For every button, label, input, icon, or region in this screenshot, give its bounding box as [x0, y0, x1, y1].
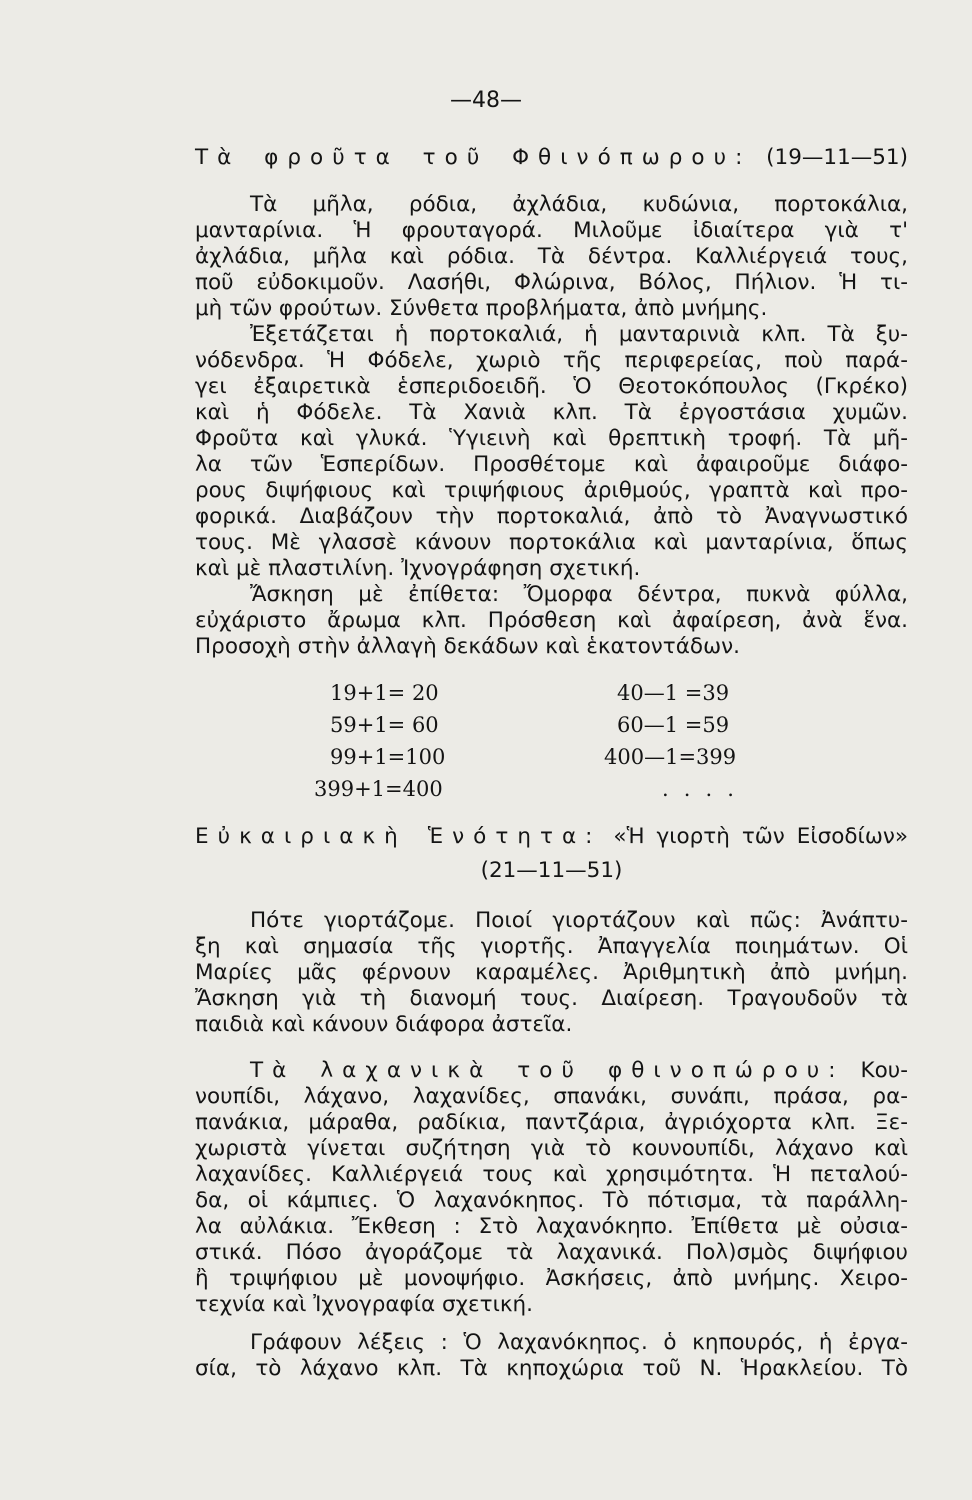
- text-line: τεχνία καὶ Ἰχνογραφία σχετική.: [195, 1292, 534, 1317]
- text-line: καὶ μὲ πλαστιλίνη. Ἰχνογράφηση σχετική.: [195, 556, 641, 581]
- section-title-vegetables-rest: Κου-: [860, 1058, 908, 1083]
- section-title-vegetables-spaced: Τὰ λαχανικὰ τοῦ φθινοπώρου:: [250, 1058, 845, 1083]
- text-line: λαχανίδες. Καλλιέργειά τους καὶ χρησιμότητα. Ἡ πεταλού-: [195, 1162, 908, 1187]
- text-line: σία, τὸ λάχανο κλπ. Τὰ κηποχώρια τοῦ Ν. Ἡρακλείου. Τὸ: [195, 1356, 908, 1381]
- text-line: παιδιὰ καὶ κάνουν διάφορα ἀστεῖα.: [195, 1012, 573, 1037]
- text-line: Προσοχὴ στὴν ἀλλαγὴ δεκάδων καὶ ἑκατοντάδων.: [195, 634, 740, 659]
- text-line: νουπίδι, λάχανο, λαχανίδες, σπανάκι, συνάπι, πράσα, ρα-: [195, 1084, 908, 1109]
- text-line: εὐχάριστο ἄρωμα κλπ. Πρόσθεση καὶ ἀφαίρεση, ἀνὰ ἕνα.: [195, 608, 908, 633]
- text-line: Τὰ μῆλα, ρόδια, ἀχλάδια, κυδώνια, πορτοκάλια,: [250, 192, 908, 217]
- text-line: φορικά. Διαβάζουν τὴν πορτοκαλιά, ἀπὸ τὸ Ἀναγνωστικό: [195, 504, 908, 529]
- text-line: τους. Μὲ γλασσὲ κάνουν πορτοκάλια καὶ μανταρίνια, ὅπως: [195, 530, 908, 555]
- difference-right: 60—1 =59: [617, 713, 730, 737]
- section-title-vegetables: [250, 1058, 908, 1084]
- text-line: στικά. Πόσο ἀγοράζομε τὰ λαχανικά. Πολ)σμὸς διψήφιου: [195, 1240, 908, 1265]
- text-line: πανάκια, μάραθα, ραδίκια, παντζάρια, ἀγριόχορτα κλπ. Ξε-: [195, 1110, 908, 1135]
- text-line: νόδενδρα. Ἡ Φόδελε, χωριὸ τῆς περιφερείας, ποὺ παρά-: [195, 348, 908, 373]
- text-line: λα τῶν Ἑσπερίδων. Προσθέτομε καὶ ἀφαιροῦμε διάφο-: [195, 452, 908, 477]
- text-line: Φροῦτα καὶ γλυκά. Ὑγιεινὴ καὶ θρεπτικὴ τροφή. Τὰ μῆ-: [195, 426, 908, 451]
- text-line: Ἄσκηση μὲ ἐπίθετα: Ὄμορφα δέντρα, πυκνὰ φύλλα,: [250, 582, 908, 607]
- text-line: Ἄσκηση γιὰ τὴ διανομή τους. Διαίρεση. Τραγουδοῦν τὰ: [195, 986, 908, 1011]
- section-title-feast: [195, 824, 908, 850]
- difference-right: 40—1 =39: [617, 681, 730, 705]
- text-line: χωριστὰ γίνεται συζήτηση γιὰ τὸ κουνουπίδι, λάχανο καὶ: [195, 1136, 908, 1161]
- sum-left: 399+1=400: [314, 777, 443, 801]
- section-date: (19—11—51): [766, 145, 908, 170]
- text-line: ἢ τριψήφιου μὲ μονοψήφιο. Ἀσκήσεις, ἀπὸ μνήμης. Χειρο-: [195, 1266, 908, 1291]
- text-line: ξη καὶ σημασία τῆς γιορτῆς. Ἀπαγγελία ποιημάτων. Οἱ: [195, 934, 908, 959]
- text-line: μανταρίνια. Ἡ φρουταγορά. Μιλοῦμε ἰδιαίτερα γιὰ τ': [195, 218, 908, 243]
- text-line: γει ἐξαιρετικὰ ἑσπεριδοειδῆ. Ὁ Θεοτοκόπουλος (Γκρέκο): [195, 374, 908, 399]
- section-date: (21—11—51): [480, 858, 623, 883]
- text-line: Γράφουν λέξεις : Ὁ λαχανόκηπος. ὁ κηπουρός, ἡ ἐργα-: [250, 1330, 908, 1355]
- ellipsis: . . . .: [662, 777, 739, 801]
- text-line: Πότε γιορτάζομε. Ποιοί γιορτάζουν καὶ πῶς: Ἀνάπτυ-: [250, 908, 908, 933]
- sum-left: 19+1= 20: [330, 681, 439, 705]
- text-line: ρους διψήφιους καὶ τριψήφιους ἀριθμούς, γραπτὰ καὶ προ-: [195, 478, 908, 503]
- section-title-feast-rest: «Ἡ γιορτὴ τῶν Εἰσοδίων»: [613, 824, 908, 849]
- section-title-fruits: [195, 145, 908, 171]
- text-line: λα αὐλάκια. Ἔκθεση : Στὸ λαχανόκηπο. Ἐπίθετα μὲ οὐσια-: [195, 1214, 908, 1239]
- page-number: —48—: [450, 88, 522, 113]
- section-title-feast-spaced: Εὐκαιριακὴ Ἑνότητα:: [195, 824, 602, 849]
- text-line: καὶ ἡ Φόδελε. Τὰ Χανιὰ κλπ. Τὰ ἐργοστάσια χυμῶν.: [195, 400, 908, 425]
- difference-right: 400—1=399: [604, 745, 737, 769]
- sum-left: 59+1= 60: [330, 713, 439, 737]
- text-line: Ἐξετάζεται ἡ πορτοκαλιά, ἡ μανταρινιὰ κλπ. Τὰ ξυ-: [250, 322, 908, 347]
- text-line: Μαρίες μᾶς φέρνουν καραμέλες. Ἀριθμητικὴ ἀπὸ μνήμη.: [195, 960, 908, 985]
- sum-left: 99+1=100: [330, 745, 446, 769]
- text-line: δα, οἱ κάμπιες. Ὁ λαχανόκηπος. Τὸ πότισμα, τὰ παράλλη-: [195, 1188, 908, 1213]
- text-line: ἀχλάδια, μῆλα καὶ ρόδια. Τὰ δέντρα. Καλλιέργειά τους,: [195, 244, 908, 269]
- text-line: μὴ τῶν φρούτων. Σύνθετα προβλήματα, ἀπὸ μνήμης.: [195, 296, 768, 321]
- section-title-fruits-text: Τὰ φροῦτα τοῦ Φθινόπωρου:: [195, 145, 752, 170]
- text-line: ποῦ εὐδοκιμοῦν. Λασήθι, Φλώρινα, Βόλος, Πήλιον. Ἡ τι-: [195, 270, 908, 295]
